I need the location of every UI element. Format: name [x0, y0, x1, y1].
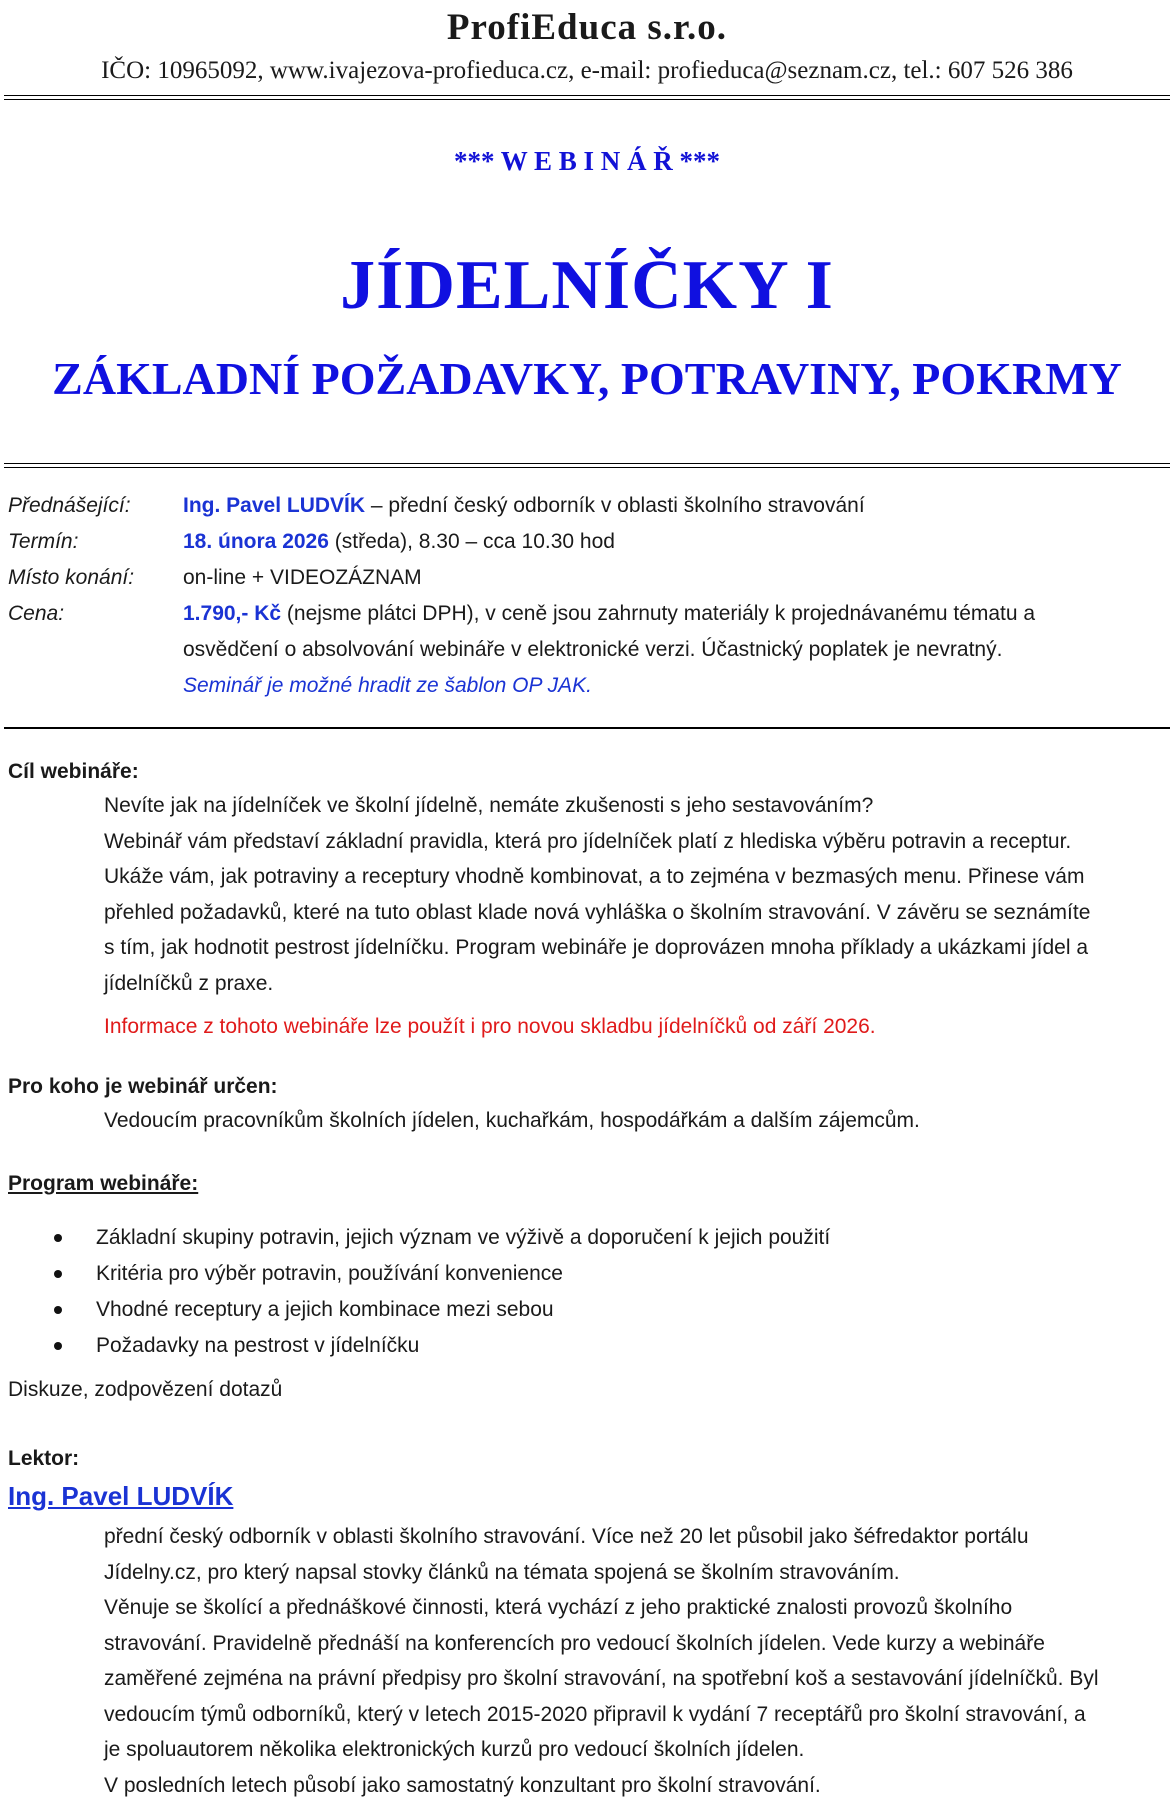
banner-double-rule — [4, 463, 1170, 468]
bullet-icon — [54, 1306, 62, 1314]
goal-line: Nevíte jak na jídelníček ve školní jídelně, nemáte zkušenosti s jeho sestavováním? — [104, 788, 1168, 824]
bullet-icon — [54, 1270, 62, 1278]
goal-text — [104, 788, 1168, 1045]
price-value: 1.790,- Kč — [183, 602, 281, 625]
date-label: Termín: — [8, 524, 78, 560]
audience-text: Vedoucím pracovníkům školních jídelen, kuchařkám, hospodářkám a dalším zájemcům. — [104, 1103, 1168, 1139]
price-desc-line-1: (nejsme plátci DPH), v ceně jsou zahrnuty materiály k projednávanému tématu a — [281, 602, 1035, 625]
header-double-rule — [4, 95, 1170, 100]
price-desc-line-2: osvědčení o absolvování webináře v elektronické verzi. Účastnický poplatek je nevratný. — [183, 632, 1168, 668]
date-rest: (středa), 8.30 – cca 10.30 hod — [329, 530, 615, 553]
funding-note: Seminář je možné hradit ze šablon OP JAK. — [183, 668, 1168, 704]
lektor-bio-line: V posledních letech působí jako samostatný konzultant pro školní stravování. — [104, 1768, 1168, 1803]
page-title: JÍDELNÍČKY I — [0, 246, 1174, 326]
lektor-bio-line: Věnuje se školící a přednáškové činnosti, která vychází z jeho praktické znalosti provozů školního — [104, 1590, 1168, 1626]
lektor-heading: Lektor: — [8, 1447, 1168, 1471]
lektor-bio-line: vedoucím týmů odborníků, který v letech 2015-2020 připravil k vydání 7 receptářů pro školní stravování, a — [104, 1697, 1168, 1733]
program-section: Program webináře: Základní skupiny potravin, jejich význam ve výživě a doporučení k jejich použití Kritéria pro výběr potravin, používání konvenience Vhodné receptury a jejich kombinace mezi sebou Požadavky na pestrost v jídelníčku Diskuze, zodpovězení dotazů — [8, 1172, 1168, 1196]
goal-heading: Cíl webináře: — [8, 760, 1168, 784]
price-label: Cena: — [8, 596, 64, 632]
page-subtitle: ZÁKLADNÍ POŽADAVKY, POTRAVINY, POKRMY — [0, 352, 1174, 405]
goal-line: přehled požadavků, které na tuto oblast klade nová vyhláška o školním stravování. V závěru se seznámíte — [104, 895, 1168, 931]
goal-line: Ukáže vám, jak potraviny a receptury vhodně kombinovat, a to zejména v bezmasých menu. Přinese vám — [104, 859, 1168, 895]
lecturer-desc: – přední český odborník v oblasti školního stravování — [365, 494, 865, 517]
goal-line: s tím, jak hodnotit pestrost jídelníčku. Program webináře je doprovázen mnoha příklady a ukázkami jídel a — [104, 930, 1168, 966]
lektor-bio-line: je spoluautorem několika elektronických kurzů pro vedoucí školních jídelen. — [104, 1732, 1168, 1768]
bullet-icon — [54, 1342, 62, 1350]
lektor-bio-line: stravování. Pravidelně přednáší na konferencích pro vedoucí školních jídelen. Vede kurzy a webináře — [104, 1626, 1168, 1662]
company-name: ProfiEduca s.r.o. — [0, 6, 1174, 49]
place-value: on-line + VIDEOZÁZNAM — [183, 560, 1168, 596]
place-label: Místo konání: — [8, 560, 134, 596]
goal-line: Webinář vám představí základní pravidla, která pro jídelníček platí z hlediska výběru potravin a receptur. — [104, 824, 1168, 860]
lecturer-name: Ing. Pavel LUDVÍK — [183, 494, 365, 517]
bullet-icon — [54, 1234, 62, 1242]
lektor-name-link[interactable]: Ing. Pavel LUDVÍK — [8, 1481, 233, 1512]
program-discussion: Diskuze, zodpovězení dotazů — [8, 1378, 282, 1402]
lektor-bio-line: Jídelny.cz, pro který napsal stovky článků na témata spojená se školním stravováním. — [104, 1555, 1168, 1591]
audience-heading: Pro koho je webinář určen: — [8, 1075, 1168, 1099]
lektor-bio-line: zaměřené zejména na právní předpisy pro školní stravování, na spotřební koš a sestavování jídelníčků. Byl — [104, 1661, 1168, 1697]
lektor-bio-line: přední český odborník v oblasti školního stravování. Více než 20 let působil jako šéfredaktor portálu — [104, 1519, 1168, 1555]
program-heading: Program webináře: — [8, 1172, 1168, 1196]
lecturer-label: Přednášející: — [8, 488, 131, 524]
info-rule — [4, 727, 1170, 729]
webinar-label: *** W E B I N Á Ř *** — [0, 146, 1174, 177]
goal-note: Informace z tohoto webináře lze použít i pro novou skladbu jídelníčků od září 2026. — [104, 1009, 1168, 1045]
audience-section — [8, 1075, 1168, 1099]
date-value: 18. února 2026 — [183, 530, 329, 553]
goal-line: jídelníčků z praxe. — [104, 966, 1168, 1002]
company-contact: IČO: 10965092, www.ivajezova-profieduca.cz, e-mail: profieduca@seznam.cz, tel.: 607 526 386 — [0, 57, 1174, 85]
goal-section — [8, 760, 1168, 784]
